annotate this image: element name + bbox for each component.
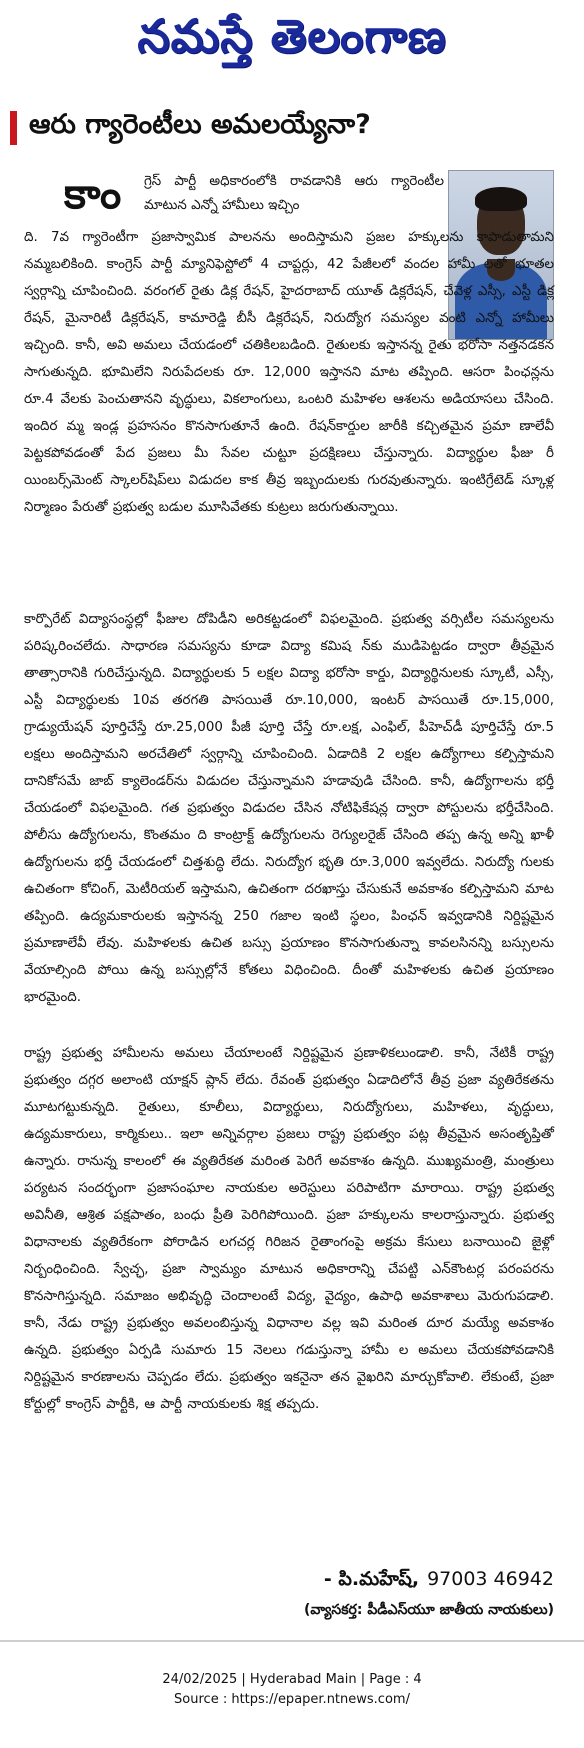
article-paragraph-2 xyxy=(24,606,554,1011)
author-phone: 97003 46942 xyxy=(427,1568,554,1590)
article-paragraph-3 xyxy=(24,1040,554,1418)
headline xyxy=(0,106,584,150)
author-signature xyxy=(324,1568,554,1595)
masthead xyxy=(0,0,584,84)
footer-edition-info: 24/02/2025 | Hyderabad Main | Page : 4 xyxy=(162,1672,422,1687)
article-paragraph-1-text: ది. 7వ గ్యారెంటీగా ప్రజాస్వామిక పాలనను అందిస్తామని ప్రజల హక్కులను కాపాడుతామని నమ్మబలికింది. కాంగ్రెస్ పార్టీ మ్యానిఫెస్టోలో 4 చాప్టర్లు, 42 పేజీలలో వందల హామీ లతో భూతల స్వర్గాన్ని చూపించింది. వరంగల్ రైతు డిక్ల రేషన్, హైదరాబాద్ యూత్ డిక్లరేషన్, చేవెళ్ల ఎస్సీ, ఎస్టీ డిక్ల రేషన్, మైనారిటీ డిక్లరేషన్, కామారెడ్డి బీసీ డిక్లరేషన్, నిరుద్యోగ సమస్యల వంటి ఎన్నో హామీలు ఇచ్చింది. కానీ, అవి అమలు చేయడంలో చతికిలబడింది. రైతులకు ఇస్తానన్న రైతు భరోసా నత్తనడకన సాగుతున్నది. భూమిలేని నిరుపేదలకు రూ. 12,000 ఇస్తానని మాట తప్పింది. ఆసరా పింఛన్లను రూ.4 వేలకు పెంచుతానని వృద్ధులు, వికలాంగులు, ఒంటరి మహిళల ఆశలను అడియాసలు చేసింది. ఇందిర మ్మ ఇండ్ల ప్రహసనం కొనసాగుతూనే ఉంది. రేషన్‌కార్డుల జారీకి కచ్చితమైన ప్రమా ణాలేవీ పెట్టకపోవడంతో పేద ప్రజలు మీ సేవల చుట్టూ ప్రదక్షిణలు చేస్తున్నారు. విద్యార్థుల ఫీజు రీ యింబర్స్‌మెంట్ స్కాలర్‌షిప్‌లు విడుదల కాక తీవ్ర ఇబ్బందులకు గురవుతున్నారు. ఇంటిగ్రేటెడ్ స్కూళ్ల నిర్మాణం పేరుతో ప్రభుత్వ బడుల మూసివేతకు కుట్రలు జరుగుతున్నాయి. xyxy=(24,230,554,515)
author-designation: (వ్యాసకర్త: పీడీఎస్‌యూ జాతీయ నాయకులు) xyxy=(303,1602,554,1618)
footer-divider xyxy=(0,1640,584,1642)
footer xyxy=(0,1650,584,1746)
headline-title: ఆరు గ్యారెంటీలు అమలయ్యేనా? xyxy=(29,109,371,140)
article-paragraph-3-text: రాష్ట్ర ప్రభుత్వ హామీలను అమలు చేయాలంటే నిర్దిష్టమైన ప్రణాళికలుండాలి. కానీ, నేటికీ రాష్ట్ర ప్రభుత్వం దగ్గర అలాంటి యాక్షన్ ప్లాన్ లేదు. రేవంత్ ప్రభుత్వం ఏడాదిలోనే తీవ్ర ప్రజా వ్యతిరేకతను మూటగట్టుకున్నది. రైతులు, కూలీలు, విద్యార్థులు, నిరుద్యోగులు, మహిళలు, వృద్ధులు, ఉద్యమకారులు, కార్మికులు.. ఇలా అన్నివర్గాల ప్రజలు రాష్ట్ర ప్రభుత్వం పట్ల తీవ్రమైన అసంతృప్తితో ఉన్నారు. రానున్న కాలంలో ఈ వ్యతిరేకత మరింత పెరిగే అవకాశం ఉన్నది. ముఖ్యమంత్రి, మంత్రులు పర్యటన సందర్భంగా ప్రజాసంఘాల నాయకుల అరెస్టులు పరిపాటిగా మారాయి. రాష్ట్ర ప్రభుత్వ అవినీతి, ఆశ్రిత పక్షపాతం, బంధు ప్రీతి పెరిగిపోయింది. ప్రజా హక్కులను కాలరాస్తున్నారు. ప్రభుత్వ విధానాలకు వ్యతిరేకంగా పోరాడిన లగచర్ల గిరిజన రైతాంగంపై అక్రమ కేసులు బనాయించి జైళ్లో నిర్బంధించింది. స్వేచ్ఛ, ప్రజా స్వామ్యం మాటున అధికారాన్ని చేపట్టి ఎన్‌కౌంటర్ల పరంపరను కొనసాగిస్తున్నది. సమాజం అభివృద్ధి చెందాలంటే విద్య, వైద్యం, ఉపాధి అవకాశాలు మెరుగుపడాలి. కానీ, నేడు రాష్ట్ర ప్రభుత్వం అవలంబిస్తున్న విధానాల వల్ల ఇవి మరింత దూర మయ్యే అవకాశం ఉన్నది. ప్రభుత్వం ఏర్పడి సుమారు 15 నెలలు గడుస్తున్నా హామీ ల అమలు చేయకపోవడానికి నిర్దిష్టమైన కారణాలను చెప్పడం లేదు. ప్రభుత్వం ఇకనైనా తన వైఖరిని మార్చుకోవాలి. లేకుంటే, ప్రజా కోర్టుల్లో కాంగ్రెస్ పార్టీకి, ఆ పార్టీ నాయకులకు శిక్ష తప్పదు. xyxy=(24,1046,554,1412)
article-paragraph-1 xyxy=(24,224,554,644)
article-body xyxy=(24,170,554,1530)
photo-hair xyxy=(475,187,527,211)
headline-accent-bar xyxy=(10,111,17,145)
dropcap: కాం xyxy=(64,169,122,218)
masthead-title: నమస్తే తెలంగాణ xyxy=(137,9,447,63)
footer-source-link[interactable]: Source : https://epaper.ntnews.com/ xyxy=(174,1692,410,1707)
article-opening-lines: గ్రెస్ పార్టీ అధికారంలోకి రావడానికి ఆరు గ్యారెంటీల మాటున ఎన్నో హామీలు ఇచ్చిం xyxy=(144,174,444,213)
article-paragraph-2-text: కార్పొరేట్ విద్యాసంస్థల్లో ఫీజుల దోపిడీని అరికట్టడంలో విఫలమైంది. ప్రభుత్వ వర్సిటీల సమస్యలను పరిష్కరించలేదు. సాధారణ సమస్యను కూడా విద్యా కమిష న్‌కు ముడిపెట్టడం ద్వారా తీవ్రమైన తాత్సారానికి గురిచేస్తున్నది. విద్యార్థులకు 5 లక్షల విద్యా భరోసా కార్డు, విద్యార్థినులకు స్కూటీ, ఎస్సీ, ఎస్టీ విద్యార్థులకు 10వ తరగతి పాసయితే రూ.10,000, ఇంటర్ పాసయితే రూ.15,000, గ్రాడ్యుయేషన్ పూర్తిచేస్తే రూ.25,000 పీజీ పూర్తి చేస్తే రూ.లక్ష, ఎంఫిల్, పీహెచ్‌డీ పూర్తిచేస్తే రూ.5 లక్షలు అందిస్తామని అరచేతిలో స్వర్గాన్ని చూపించింది. ఏడాదికి 2 లక్షల ఉద్యోగాలు కల్పిస్తామని దానికోసమే జాబ్ క్యాలెండర్‌ను విడుదల చేస్తున్నామని హడావుడి చేసింది. కానీ, ఉద్యోగాలను భర్తీ చేయడంలో విఫలమైంది. గత ప్రభుత్వం విడుదల చేసిన నోటిఫికేషన్ల ద్వారా పోస్టులను భర్తీచేసింది. పోలీసు ఉద్యోగులను, కొంతమం ది కాంట్రాక్ట్ ఉద్యోగులను రెగ్యులరైజ్ చేసింది తప్ప ఉన్న అన్ని ఖాళీ ఉద్యోగులను భర్తీ చేయడంలో చిత్తశుద్ధి లేదు. నిరుద్యోగ భృతి రూ.3,000 ఇవ్వలేదు. నిరుద్యో గులకు ఉచితంగా కోచింగ్, మెటీరియల్ ఇస్తామని, ఉచితంగా దరఖాస్తు చేసుకునే అవకాశం కల్పిస్తామని మాట తప్పింది. ఉద్యమకారులకు ఇస్తానన్న 250 గజాల ఇంటి స్థలం, పింఛన్ ఇవ్వడానికి నిర్దిష్టమైన ప్రమాణాలేవీ లేవు. మహిళలకు ఉచిత బస్సు ప్రయాణం కొనసాగుతున్నా కావలసినన్ని బస్సులను వేయాల్సింది పోయి ఉన్న బస్సుల్లోనే కోతలు విధించింది. దీంతో మహిళలకు ఉచిత ప్రయాణం భారమైంది. xyxy=(24,612,554,1005)
author-name: - పి.మహేష్, xyxy=(323,1568,420,1590)
